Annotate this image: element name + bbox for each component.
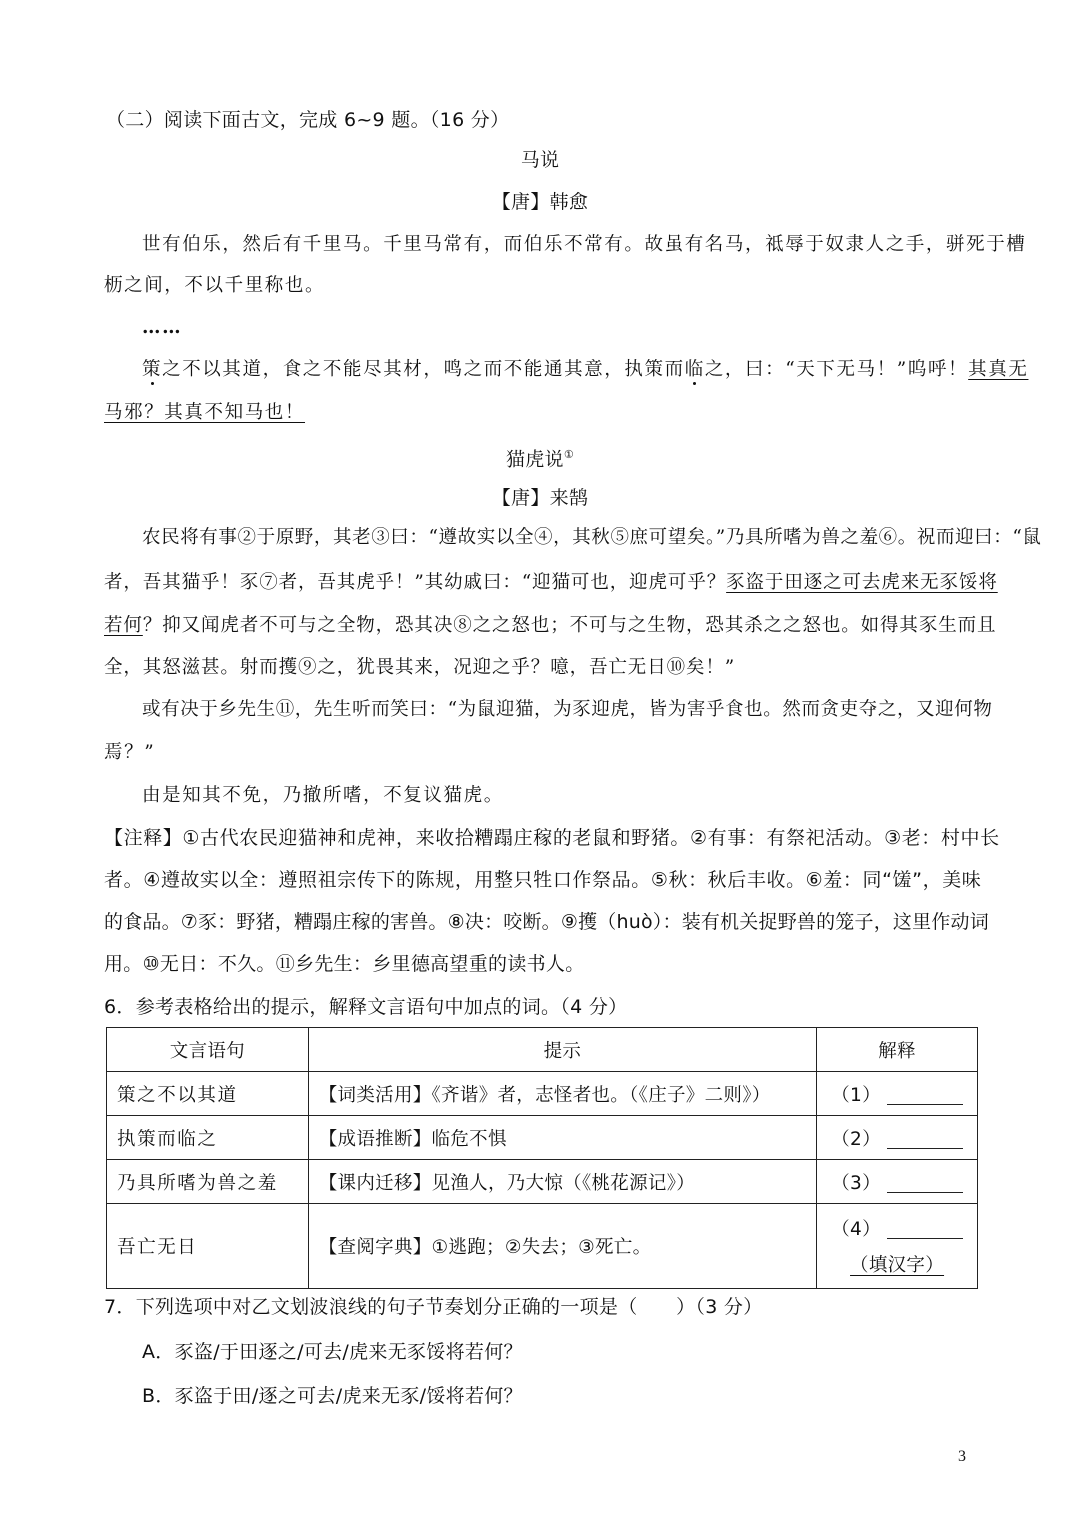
text2-paragraph2-line1: 或有决于乡先生⑪，先生听而笑曰：“为鼠迎猫，为豕迎虎，皆为害乎食也。然而贪吏夺之，又迎何物: [142, 699, 993, 720]
text1-paragraph2-line2: 马邪？其真不知马也！: [104, 402, 306, 423]
answer-number: （2）: [831, 1128, 881, 1150]
text2-paragraph1-line1: 农民将有事②于原野，其老③曰：“遵故实以全④，其秋⑤庶可望矣。”乃具所嗜为兽之羞⑥。祝而迎曰：“鼠: [142, 527, 1042, 548]
notes-line4: 用。⑩无日：不久。⑪乡先生：乡里德高望重的读书人。: [104, 953, 585, 975]
table-header-row: [107, 1028, 978, 1072]
page-number: 3: [958, 1448, 966, 1465]
text-segment: 之，曰：“天下无马！”呜呼！: [704, 359, 969, 380]
question-7-option-b[interactable]: B．豕盗于田/逐之可去/虎来无豕/馁将若何？: [142, 1385, 523, 1407]
table-cell-sentence: 乃具所嗜为兽之羞: [107, 1160, 309, 1204]
wavy-underlined-sentence-end: 若何: [104, 615, 143, 636]
table-cell-hint: 【词类活用】《齐谐》者，志怪者也。（《庄子》二则》）: [308, 1072, 816, 1116]
table-cell-sentence: 吾亡无日: [107, 1204, 309, 1289]
text2-paragraph1-line3: [104, 613, 996, 639]
notes-line3: 的食品。⑦豕：野猪，糟蹋庄稼的害兽。⑧决：咬断。⑨擭（huò）：装有机关捉野兽的笼子，这里作动词: [104, 911, 989, 933]
answer-number: （4）: [831, 1219, 881, 1240]
answer-blank[interactable]: [887, 1175, 963, 1193]
text2-title-note: ①: [563, 448, 575, 461]
text2-title-text: 猫虎说: [505, 448, 564, 471]
table-cell-answer: [817, 1072, 978, 1116]
text2-paragraph2-line2: 焉？”: [104, 742, 156, 763]
question-6-stem: 6．参考表格给出的提示，解释文言语句中加点的词。（4 分）: [104, 996, 628, 1018]
answer-blank[interactable]: [887, 1131, 963, 1149]
text2-paragraph1-line2: [104, 570, 998, 596]
answer-blank[interactable]: [887, 1087, 963, 1105]
table-row: [107, 1072, 978, 1116]
wavy-underlined-sentence: 豕盗于田逐之可去虎来无豕馁将: [726, 572, 998, 593]
table-cell-hint: 【课内迁移】见渔人，乃大惊（《桃花源记》）: [308, 1160, 816, 1204]
table-cell-answer: [817, 1116, 978, 1160]
question-7-stem: 7．下列选项中对乙文划波浪线的句子节奏划分正确的一项是（ ）（3 分）: [104, 1296, 763, 1318]
table-cell-answer: [817, 1160, 978, 1204]
answer-blank[interactable]: [887, 1221, 963, 1239]
text-segment: 者，吾其猫乎！豕⑦者，吾其虎乎！”其幼戚曰：“迎猫可也，迎虎可乎？: [104, 572, 727, 593]
table-header: 提示: [308, 1028, 816, 1072]
table-row: [107, 1116, 978, 1160]
dotted-word-lin: 临: [684, 359, 705, 380]
text1-title: 马说: [520, 149, 560, 171]
dotted-word-ce: 策: [142, 359, 163, 380]
text2-title: [0, 442, 1080, 472]
text1-paragraph1-line1: 世有伯乐，然后有千里马。千里马常有，而伯乐不常有。故虽有名马，祗辱于奴隶人之手，骈死于槽: [142, 234, 1027, 255]
text1-author: 【唐】韩愈: [491, 191, 589, 213]
question-7-option-a[interactable]: A．豕盗/于田逐之/可去/虎来无豕馁将若何？: [142, 1341, 523, 1363]
answer-number: （1）: [831, 1084, 881, 1106]
table-header: 解释: [817, 1028, 978, 1072]
text1-ellipsis: ……: [142, 317, 183, 338]
table-header: 文言语句: [107, 1028, 309, 1072]
answer-note: （填汉字）: [850, 1255, 945, 1276]
table-cell-answer: [817, 1204, 978, 1289]
table-cell-sentence: 策之不以其道: [107, 1072, 309, 1116]
question-6-table: [106, 1027, 978, 1289]
notes-line1: 【注释】①古代农民迎猫神和虎神，来收拾糟蹋庄稼的老鼠和野猪。②有事：有祭祀活动。③老：村中长: [104, 827, 1000, 849]
answer-line: [827, 1215, 967, 1241]
text-segment: 之不以其道，食之不能尽其材，鸣之而不能通其意，执策而: [162, 359, 685, 380]
text2-author: 【唐】来鹄: [491, 487, 589, 509]
text-segment: ？抑又闻虎者不可与之全物，恐其决⑧之之怒也；不可与之生物，恐其杀之之怒也。如得其豕生而且: [142, 615, 997, 636]
text1-paragraph2-line1: [142, 357, 1028, 383]
notes-line2: 者。④遵故实以全：遵照祖宗传下的陈规，用整只牲口作祭品。⑤秋：秋后丰收。⑥羞：同“馐”，美味: [104, 869, 982, 891]
text2-paragraph3: 由是知其不免，乃撤所嗜，不复议猫虎。: [142, 785, 504, 806]
section-heading: （二）阅读下面古文，完成 6~9 题。（16 分）: [106, 109, 510, 131]
table-cell-hint: 【查阅字典】①逃跑；②失去；③死亡。: [308, 1204, 816, 1289]
table-cell-hint: 【成语推断】临危不惧: [308, 1116, 816, 1160]
text1-paragraph1-line2: 枥之间，不以千里称也。: [104, 275, 326, 296]
table-cell-sentence: 执策而临之: [107, 1116, 309, 1160]
table-row: [107, 1160, 978, 1204]
underlined-sentence: 其真无: [968, 359, 1029, 380]
answer-number: （3）: [831, 1172, 881, 1194]
table-row: [107, 1204, 978, 1289]
text2-paragraph1-line4: 全，其怒滋甚。射而擭⑨之，犹畏其来，况迎之乎？噫，吾亡无日⑩矣！”: [104, 657, 736, 678]
